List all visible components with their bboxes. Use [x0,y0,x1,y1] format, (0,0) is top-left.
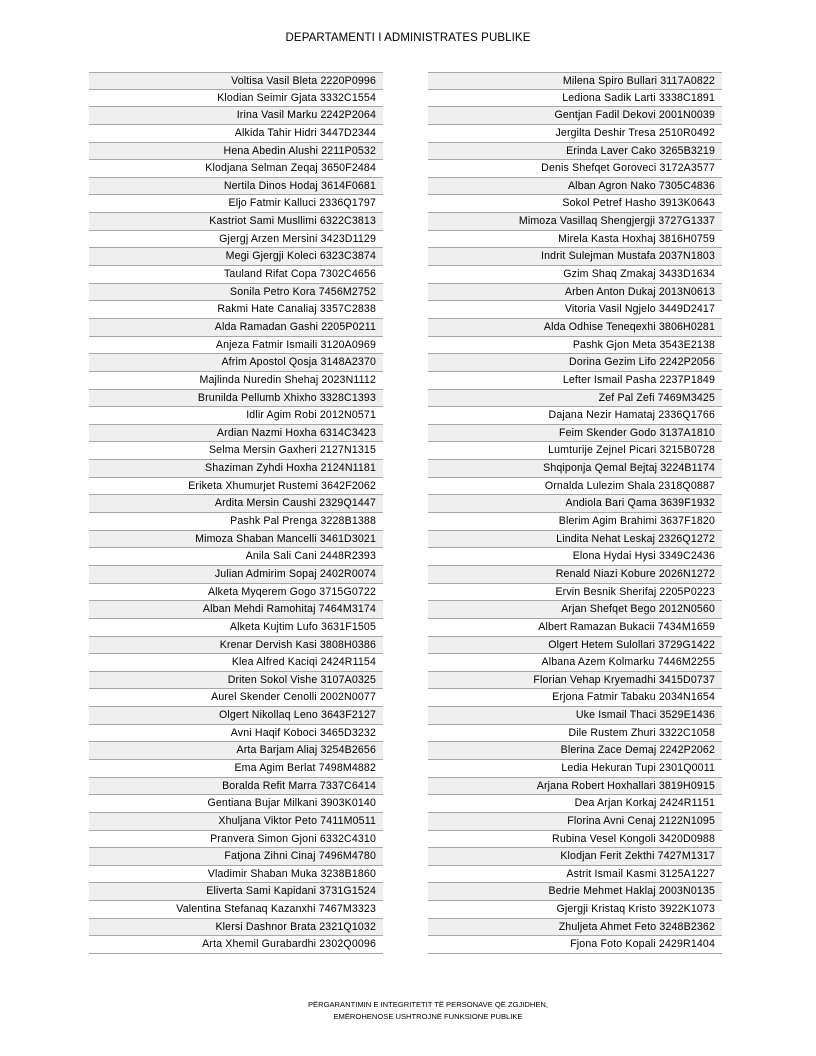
list-item: Voltisa Vasil Bleta 2220P0996 [89,72,383,90]
list-item: Blerim Agim Brahimi 3637F1820 [428,513,722,531]
list-item: Alketa Myqerem Gogo 3715G0722 [89,584,383,602]
list-item: Vitoria Vasil Ngjelo 3449D2417 [428,301,722,319]
list-item: Brunilda Pellumb Xhixho 3328C1393 [89,390,383,408]
list-item: Arta Xhemil Gurabardhi 2302Q0096 [89,936,383,954]
list-item: Klodjana Selman Zeqaj 3650F2484 [89,160,383,178]
list-item: Tauland Rifat Copa 7302C4656 [89,266,383,284]
list-item: Gzim Shaq Zmakaj 3433D1634 [428,266,722,284]
list-item: Astrit Ismail Kasmi 3125A1227 [428,866,722,884]
list-item: Lefter Ismail Pasha 2237P1849 [428,372,722,390]
list-item: Sonila Petro Kora 7456M2752 [89,284,383,302]
list-item: Megi Gjergji Koleci 6323C3874 [89,248,383,266]
list-item: Blerina Zace Demaj 2242P2062 [428,742,722,760]
list-item: Feim Skender Godo 3137A1810 [428,425,722,443]
list-item: Eriketa Xhumurjet Rustemi 3642F2062 [89,478,383,496]
list-item: Fjona Foto Kopali 2429R1404 [428,936,722,954]
list-item: Mimoza Shaban Mancelli 3461D3021 [89,531,383,549]
list-item: Ornalda Lulezim Shala 2318Q0887 [428,478,722,496]
list-item: Aurel Skender Cenolli 2002N0077 [89,689,383,707]
list-item: Arben Anton Dukaj 2013N0613 [428,284,722,302]
list-item: Afrim Apostol Qosja 3148A2370 [89,354,383,372]
list-item: Uke Ismail Thaci 3529E1436 [428,707,722,725]
list-item: Milena Spiro Bullari 3117A0822 [428,72,722,90]
list-item: Pranvera Simon Gjoni 6332C4310 [89,831,383,849]
list-item: Ardita Mersin Caushi 2329Q1447 [89,495,383,513]
list-item: Florina Avni Cenaj 2122N1095 [428,813,722,831]
list-item: Alkida Tahir Hidri 3447D2344 [89,125,383,143]
list-item: Fatjona Zihni Cinaj 7496M4780 [89,848,383,866]
list-item: Indrit Sulejman Mustafa 2037N1803 [428,248,722,266]
list-item: Gjergji Kristaq Kristo 3922K1073 [428,901,722,919]
list-item: Krenar Dervish Kasi 3808H0386 [89,637,383,655]
list-item: Valentina Stefanaq Kazanxhi 7467M3323 [89,901,383,919]
list-item: Bedrie Mehmet Haklaj 2003N0135 [428,883,722,901]
list-item: Sokol Petref Hasho 3913K0643 [428,195,722,213]
list-item: Denis Shefqet Goroveci 3172A3577 [428,160,722,178]
list-item: Zef Pal Zefi 7469M3425 [428,390,722,408]
list-item: Irina Vasil Marku 2242P2064 [89,107,383,125]
list-item: Mirela Kasta Hoxhaj 3816H0759 [428,231,722,249]
list-item: Ledia Hekuran Tupi 2301Q0011 [428,760,722,778]
list-item: Nertila Dinos Hodaj 3614F0681 [89,178,383,196]
list-item: Eliverta Sami Kapidani 3731G1524 [89,883,383,901]
list-item: Elona Hydai Hysi 3349C2436 [428,548,722,566]
list-item: Shqiponja Qemal Bejtaj 3224B1174 [428,460,722,478]
list-item: Lindita Nehat Leskaj 2326Q1272 [428,531,722,549]
list-item: Florian Vehap Kryemadhi 3415D0737 [428,672,722,690]
list-item: Majlinda Nuredin Shehaj 2023N1112 [89,372,383,390]
list-item: Arta Barjam Aliaj 3254B2656 [89,742,383,760]
list-item: Dile Rustem Zhuri 3322C1058 [428,725,722,743]
list-item: Rubina Vesel Kongoli 3420D0988 [428,831,722,849]
list-item: Xhuljana Viktor Peto 7411M0511 [89,813,383,831]
list-item: Dajana Nezir Hamataj 2336Q1766 [428,407,722,425]
list-item: Arjana Robert Hoxhallari 3819H0915 [428,778,722,796]
list-item: Rakmi Hate Canaliaj 3357C2838 [89,301,383,319]
list-item: Ervin Besnik Sherifaj 2205P0223 [428,584,722,602]
list-item: Anjeza Fatmir Ismaili 3120A0969 [89,337,383,355]
list-item: Boralda Refit Marra 7337C6414 [89,778,383,796]
list-item: Dorina Gezim Lifo 2242P2056 [428,354,722,372]
list-item: Anila Sali Cani 2448R2393 [89,548,383,566]
list-item: Erinda Laver Cako 3265B3219 [428,143,722,161]
list-item: Gentiana Bujar Milkani 3903K0140 [89,795,383,813]
list-item: Olgert Hetem Sulollari 3729G1422 [428,637,722,655]
list-item: Avni Haqif Koboci 3465D3232 [89,725,383,743]
list-item: Klodian Seimir Gjata 3332C1554 [89,90,383,108]
list-item: Lumturije Zejnel Picari 3215B0728 [428,442,722,460]
list-item: Ardian Nazmi Hoxha 6314C3423 [89,425,383,443]
list-item: Kastriot Sami Musllimi 6322C3813 [89,213,383,231]
list-item: Jergilta Deshir Tresa 2510R0492 [428,125,722,143]
list-item: Selma Mersin Gaxheri 2127N1315 [89,442,383,460]
list-item: Erjona Fatmir Tabaku 2034N1654 [428,689,722,707]
list-item: Shaziman Zyhdi Hoxha 2124N1181 [89,460,383,478]
list-item: Alda Odhise Teneqexhi 3806H0281 [428,319,722,337]
list-item: Klodjan Ferit Zekthi 7427M1317 [428,848,722,866]
list-item: Andiola Bari Qama 3639F1932 [428,495,722,513]
list-item: Mimoza Vasillaq Shengjergji 3727G1337 [428,213,722,231]
list-item: Alban Agron Nako 7305C4836 [428,178,722,196]
list-item: Lediona Sadik Larti 3338C1891 [428,90,722,108]
list-item: Alda Ramadan Gashi 2205P0211 [89,319,383,337]
list-item: Driten Sokol Vishe 3107A0325 [89,672,383,690]
list-item: Gentjan Fadil Dekovi 2001N0039 [428,107,722,125]
left-name-list [89,72,383,954]
list-item: Gjergj Arzen Mersini 3423D1129 [89,231,383,249]
right-name-list [428,72,722,954]
page-title: DEPARTAMENTI I ADMINISTRATES PUBLIKE [285,32,531,44]
list-item: Olgert Nikollaq Leno 3643F2127 [89,707,383,725]
list-item: Alban Mehdi Ramohitaj 7464M3174 [89,601,383,619]
list-item: Pashk Gjon Meta 3543E2138 [428,337,722,355]
list-item: Ema Agim Berlat 7498M4882 [89,760,383,778]
list-item: Albert Ramazan Bukacii 7434M1659 [428,619,722,637]
list-item: Klea Alfred Kaciqi 2424R1154 [89,654,383,672]
footer-line-2: EMËROHENOSE USHTROJNË FUNKSIONE PUBLIKE [333,1012,523,1021]
list-item: Klersi Dashnor Brata 2321Q1032 [89,919,383,937]
list-item: Hena Abedin Alushi 2211P0532 [89,143,383,161]
list-item: Albana Azem Kolmarku 7446M2255 [428,654,722,672]
list-item: Pashk Pal Prenga 3228B1388 [89,513,383,531]
list-item: Julian Admirim Sopaj 2402R0074 [89,566,383,584]
list-item: Arjan Shefqet Bego 2012N0560 [428,601,722,619]
list-item: Dea Arjan Korkaj 2424R1151 [428,795,722,813]
list-item: Zhuljeta Ahmet Feto 3248B2362 [428,919,722,937]
list-item: Renald Niazi Kobure 2026N1272 [428,566,722,584]
footer-line-1: PËRGARANTIMIN E INTEGRITETIT TË PERSONAVE QË ZGJIDHEN, [307,1000,549,1009]
list-item: Eljo Fatmir Kalluci 2336Q1797 [89,195,383,213]
footer [0,999,816,1023]
list-item: Vladimir Shaban Muka 3238B1860 [89,866,383,884]
list-item: Idlir Agim Robi 2012N0571 [89,407,383,425]
list-item: Alketa Kujtim Lufo 3631F1505 [89,619,383,637]
